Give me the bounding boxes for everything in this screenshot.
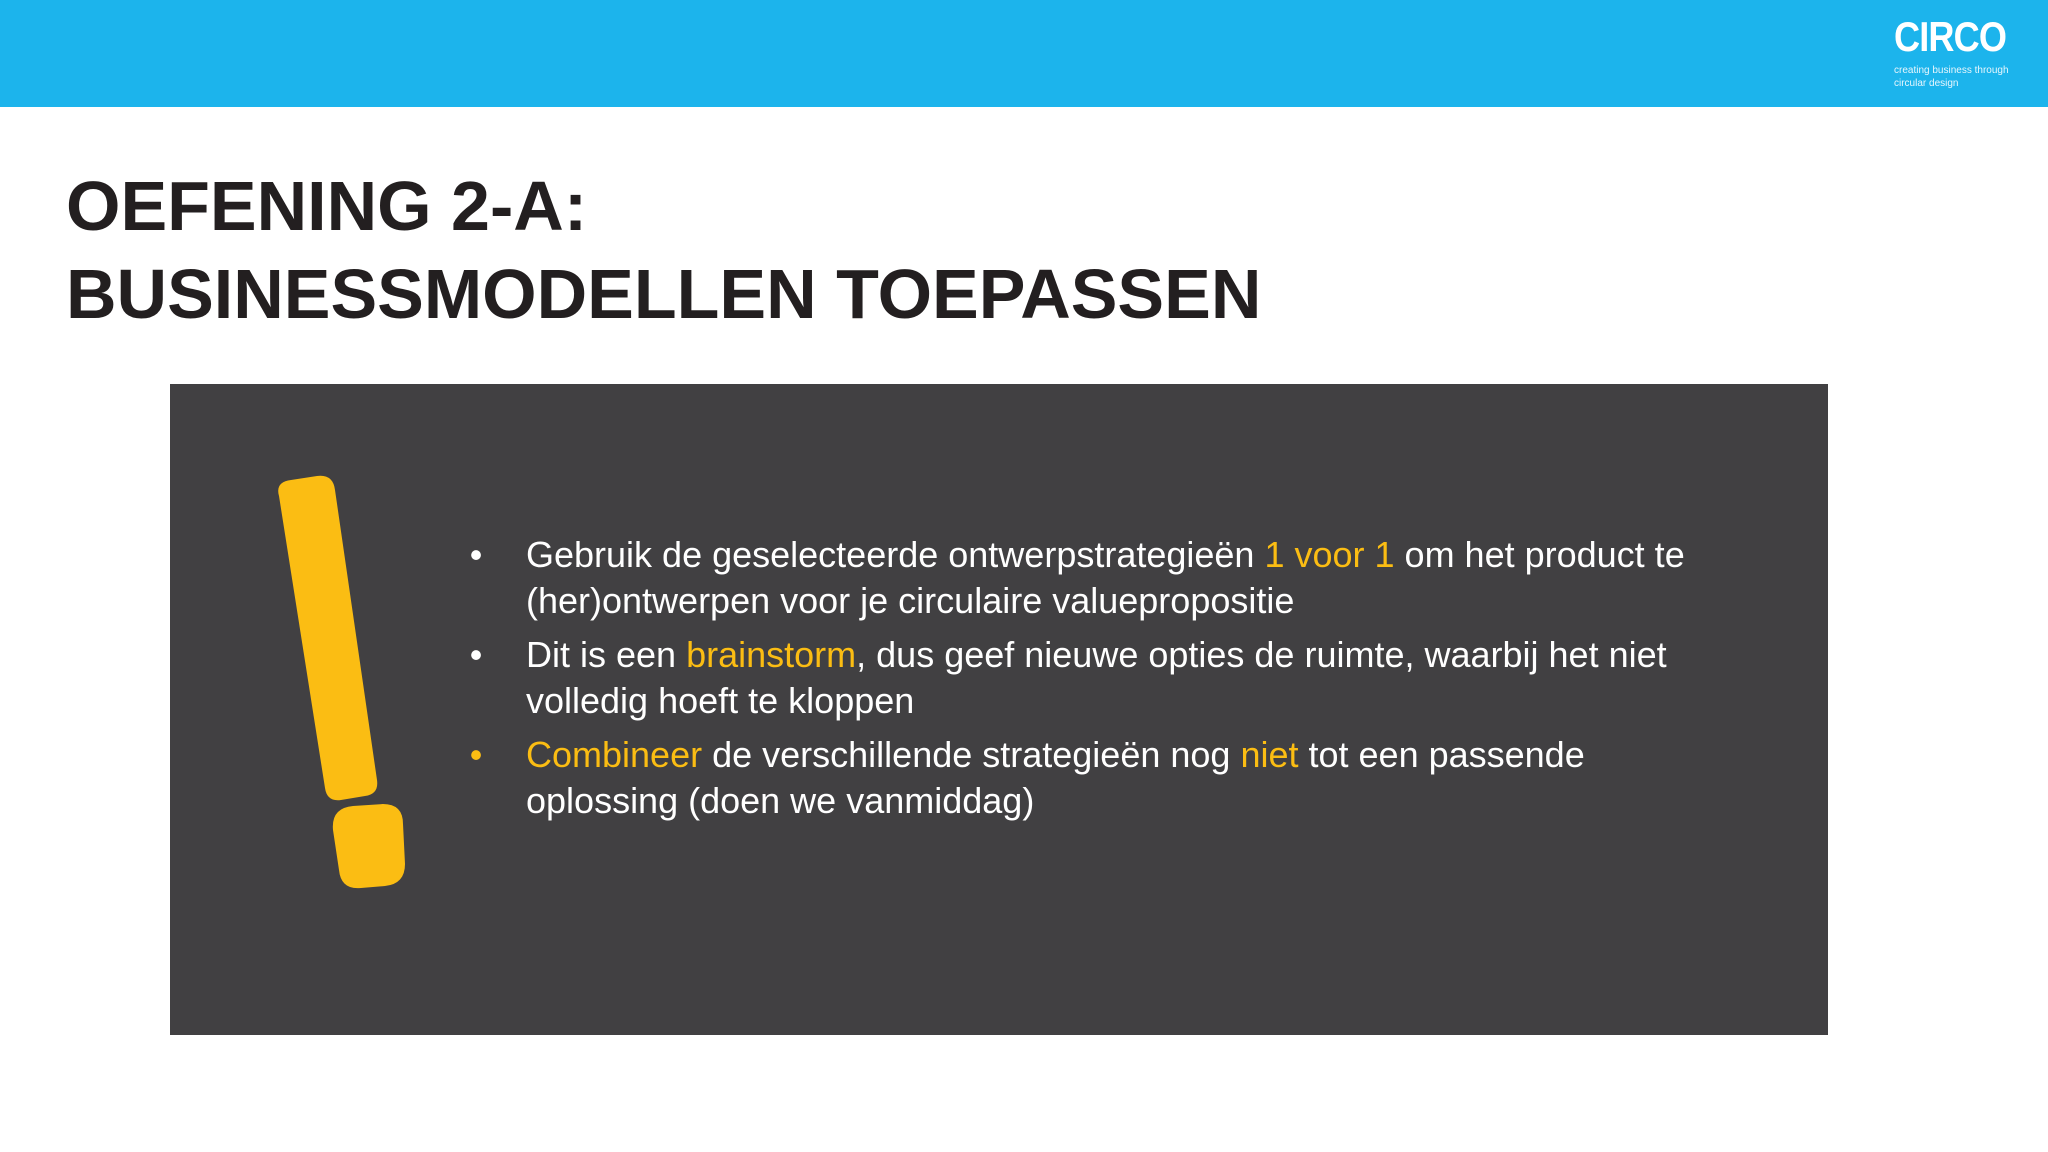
bullet-text-segment: tot een passende oplossing (doen we vanmiddag) xyxy=(526,734,1585,821)
instruction-panel xyxy=(170,384,1828,1035)
bullet-marker: • xyxy=(469,734,483,775)
bullet-text-segment: de verschillende strategieën nog xyxy=(702,734,1241,775)
bullet-item xyxy=(466,532,1736,624)
bullet-marker: • xyxy=(469,534,483,575)
highlighted-text: 1 voor 1 xyxy=(1264,534,1395,575)
exclamation-mark-icon xyxy=(275,472,445,912)
slide-title-line-2: BUSINESSMODELLEN TOEPASSEN xyxy=(66,255,1262,333)
circo-logo xyxy=(1894,13,2016,90)
bullet-item xyxy=(466,632,1736,724)
bullet-text xyxy=(526,634,1667,721)
bullet-text-segment: , dus geef nieuwe opties de ruimte, waarbij het niet volledig hoeft te kloppen xyxy=(526,634,1667,721)
bullet-text xyxy=(526,734,1585,821)
bullet-text xyxy=(526,534,1685,621)
slide-title-line-1: OEFENING 2-A: xyxy=(66,167,588,245)
bullet-text-segment: om het product te (her)ontwerpen voor je circulaire valuepropositie xyxy=(526,534,1685,621)
bullet-text-segment: Gebruik de geselecteerde ontwerpstrategieën xyxy=(526,534,1265,575)
bullet-marker: • xyxy=(469,634,483,675)
logo-wordmark: CIRCO xyxy=(1894,13,2007,60)
slide-title xyxy=(66,162,1261,338)
bullet-text-segment: Dit is een xyxy=(526,634,687,675)
instruction-list xyxy=(466,532,1736,832)
highlighted-text: Combineer xyxy=(526,734,703,775)
highlighted-text: brainstorm xyxy=(686,634,857,675)
header-bar xyxy=(0,0,2048,107)
highlighted-text: niet xyxy=(1240,734,1299,775)
logo-tagline: creating business through circular design xyxy=(1894,65,2009,89)
bullet-item xyxy=(466,732,1736,824)
